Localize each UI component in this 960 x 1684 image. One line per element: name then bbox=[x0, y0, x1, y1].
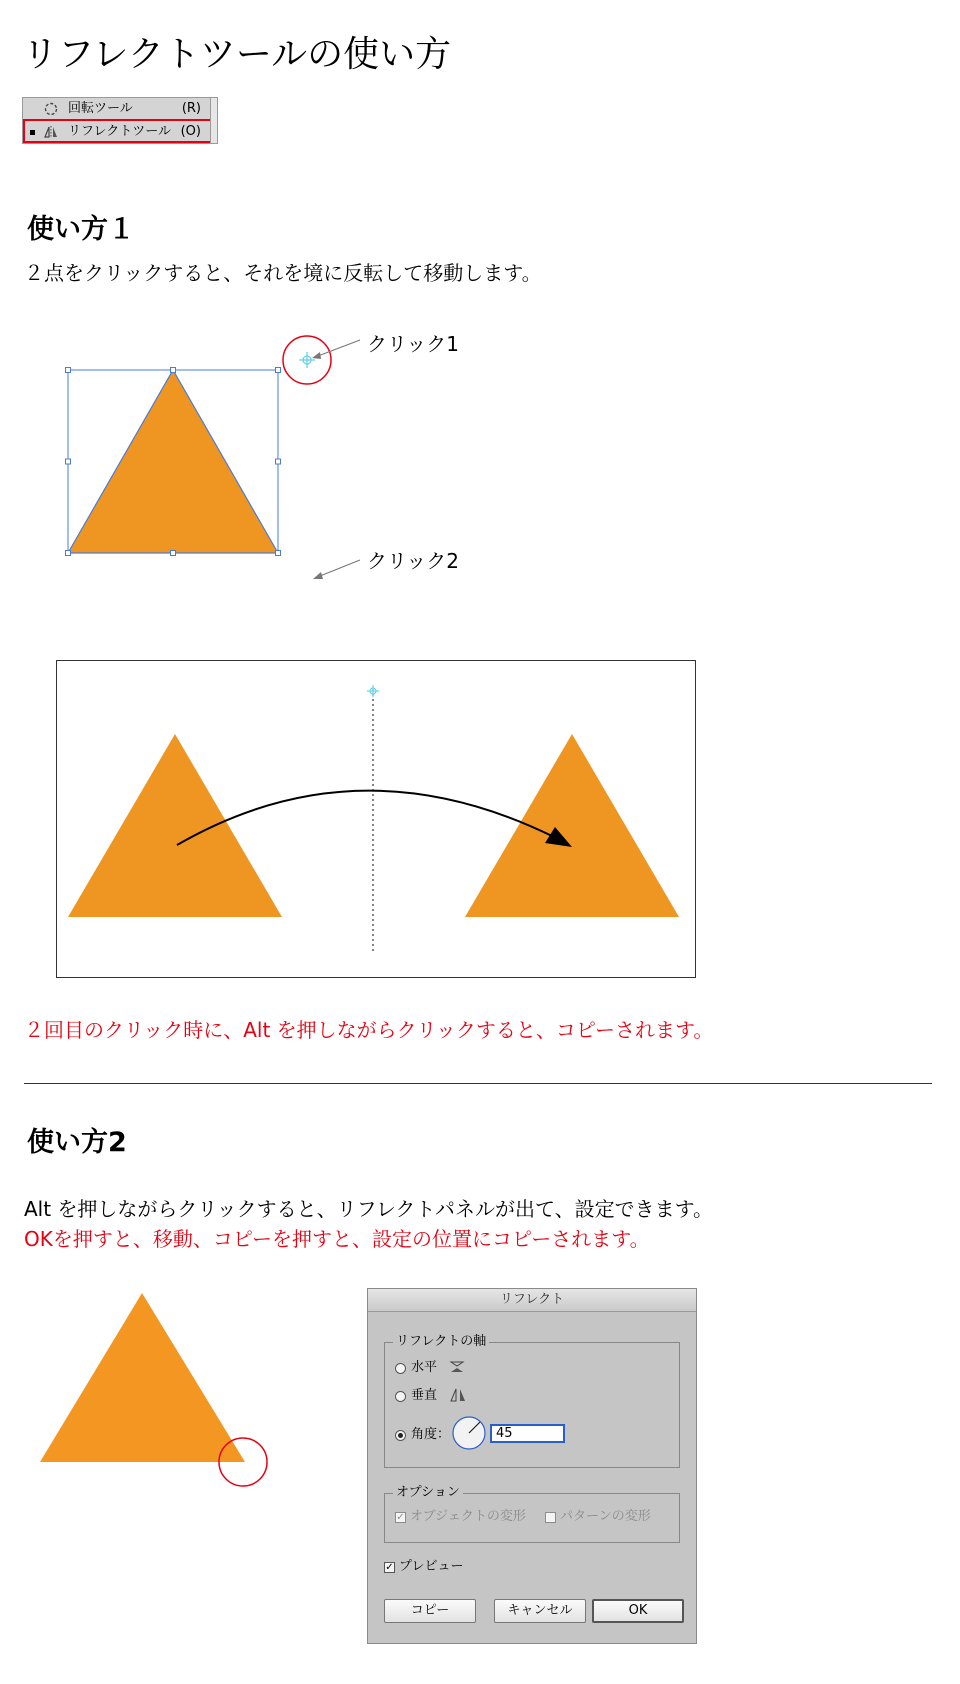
transform-patterns-label: パターンの変形 bbox=[560, 1509, 651, 1524]
dialog-title[interactable]: リフレクト bbox=[368, 1289, 696, 1312]
angle-radio[interactable] bbox=[395, 1430, 406, 1441]
options-group-legend: オプション bbox=[393, 1485, 463, 1501]
section2-heading: 使い方2 bbox=[27, 1127, 127, 1158]
transform-objects-checkbox[interactable]: ✓ bbox=[396, 1512, 405, 1523]
section2-line2: OKを押すと、移動、コピーを押すと、設定の位置にコピーされます。 bbox=[24, 1227, 650, 1251]
axis-anchor-icon bbox=[367, 685, 379, 697]
copy-button[interactable]: コピー bbox=[384, 1599, 476, 1623]
rotate-icon bbox=[43, 101, 59, 117]
horizontal-label: 水平 bbox=[411, 1360, 438, 1375]
vertical-radio[interactable] bbox=[395, 1391, 406, 1402]
section1-heading: 使い方１ bbox=[27, 214, 135, 245]
tool-menu bbox=[22, 97, 218, 144]
menu-item-label: 回転ツール bbox=[68, 101, 133, 116]
original-triangle bbox=[68, 734, 282, 917]
transform-patterns-checkbox[interactable] bbox=[545, 1512, 556, 1523]
section2-line1: Alt を押しながらクリックすると、リフレクトパネルが出て、設定できます。 bbox=[24, 1197, 714, 1221]
click2-label: クリック2 bbox=[367, 549, 459, 573]
options-group bbox=[384, 1485, 680, 1543]
horizontal-radio[interactable] bbox=[395, 1363, 406, 1374]
menu-item-label: リフレクトツール bbox=[68, 124, 171, 139]
axis-group bbox=[384, 1334, 680, 1468]
vertical-label: 垂直 bbox=[411, 1388, 438, 1403]
section1-note: ２回目のクリック時に、Alt を押しながらクリックすると、コピーされます。 bbox=[24, 1018, 714, 1042]
ok-button[interactable]: OK bbox=[592, 1599, 684, 1623]
figure-alt-click bbox=[30, 1285, 290, 1495]
crosshair-icon bbox=[299, 352, 315, 368]
cancel-button[interactable]: キャンセル bbox=[494, 1599, 586, 1623]
menu-item-rotate-tool[interactable] bbox=[23, 98, 219, 120]
reflected-triangle bbox=[465, 734, 679, 917]
angle-input[interactable]: 45 bbox=[490, 1424, 565, 1443]
transform-objects-label: オブジェクトの変形 bbox=[410, 1509, 526, 1524]
angle-label: 角度： bbox=[411, 1427, 451, 1442]
preview-label: プレビュー bbox=[399, 1559, 464, 1574]
orange-triangle bbox=[40, 1293, 245, 1462]
reflection-diagram bbox=[57, 661, 695, 977]
menu-scrollbar[interactable] bbox=[210, 98, 217, 143]
reflect-dialog bbox=[367, 1288, 697, 1644]
page-title: リフレクトツールの使い方 bbox=[22, 34, 452, 75]
highlight-frame bbox=[23, 119, 214, 143]
preview-checkbox[interactable]: ✓ bbox=[385, 1562, 394, 1573]
orange-triangle bbox=[68, 370, 278, 553]
click1-label: クリック1 bbox=[367, 332, 459, 356]
divider bbox=[24, 1083, 932, 1084]
angle-dial[interactable] bbox=[451, 1415, 487, 1451]
menu-item-shortcut: (R) bbox=[181, 101, 201, 116]
reflect-horizontal-icon bbox=[449, 1359, 467, 1375]
axis-group-legend: リフレクトの軸 bbox=[393, 1334, 489, 1350]
reflect-vertical-icon bbox=[449, 1387, 467, 1403]
reflection-result-frame bbox=[56, 660, 696, 978]
section1-description: ２点をクリックすると、それを境に反転して移動します。 bbox=[24, 261, 542, 285]
menu-item-shortcut: (O) bbox=[180, 124, 201, 139]
